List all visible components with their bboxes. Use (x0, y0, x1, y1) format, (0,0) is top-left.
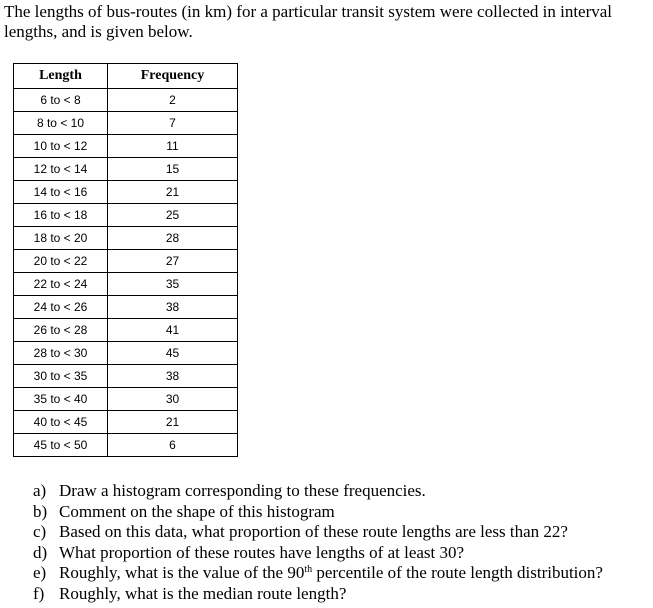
frequency-header: Frequency (108, 64, 238, 89)
frequency-cell: 38 (108, 296, 238, 319)
length-cell: 30 to < 35 (14, 365, 108, 388)
frequency-cell: 21 (108, 181, 238, 204)
frequency-cell: 25 (108, 204, 238, 227)
question-text: Comment on the shape of this histogram (59, 501, 335, 521)
length-cell: 35 to < 40 (14, 388, 108, 411)
table-row (14, 365, 238, 388)
frequency-cell: 21 (108, 411, 238, 434)
frequency-cell: 6 (108, 434, 238, 457)
question-text: Draw a histogram corresponding to these frequencies. (59, 481, 426, 500)
frequency-cell: 35 (108, 273, 238, 296)
question-text: What proportion of these routes have lengths of at least 30? (59, 542, 465, 562)
length-cell: 18 to < 20 (14, 227, 108, 250)
table-row (14, 411, 238, 434)
frequency-table (13, 63, 238, 457)
question-item (33, 522, 603, 543)
table-row (14, 434, 238, 457)
frequency-cell: 27 (108, 250, 238, 273)
question-item (33, 584, 603, 605)
table-row (14, 296, 238, 319)
frequency-cell: 2 (108, 89, 238, 112)
question-letter: e) (33, 563, 47, 582)
length-cell: 28 to < 30 (14, 342, 108, 365)
question-text: Based on this data, what proportion of these route lengths are less than 22? (59, 522, 568, 541)
question-letter: a) (33, 481, 47, 500)
frequency-cell: 7 (108, 112, 238, 135)
question-text (59, 563, 603, 584)
length-header: Length (14, 64, 108, 89)
question-item (33, 502, 603, 523)
length-cell: 6 to < 8 (14, 89, 108, 112)
frequency-cell: 28 (108, 227, 238, 250)
intro-text: The lengths of bus-routes (in km) for a particular transit system were collected in interval lengths, and is given below. (4, 2, 613, 41)
frequency-cell: 41 (108, 319, 238, 342)
length-cell: 10 to < 12 (14, 135, 108, 158)
length-cell: 20 to < 22 (14, 250, 108, 273)
table-row (14, 135, 238, 158)
length-cell: 40 to < 45 (14, 411, 108, 434)
table-row (14, 112, 238, 135)
question-text: Roughly, what is the median route length? (59, 583, 347, 603)
table-row (14, 204, 238, 227)
frequency-cell: 38 (108, 365, 238, 388)
table-row (14, 273, 238, 296)
table-row (14, 342, 238, 365)
length-cell: 22 to < 24 (14, 273, 108, 296)
question-item (33, 481, 603, 502)
question-letter: f) (33, 583, 45, 603)
length-cell: 8 to < 10 (14, 112, 108, 135)
table-row (14, 250, 238, 273)
table-row (14, 388, 238, 411)
table-row (14, 158, 238, 181)
question-letter: b) (33, 501, 48, 521)
length-cell: 45 to < 50 (14, 434, 108, 457)
table-row (14, 181, 238, 204)
length-cell: 24 to < 26 (14, 296, 108, 319)
table-row (14, 89, 238, 112)
superscript-suffix: th (304, 564, 313, 575)
frequency-cell: 15 (108, 158, 238, 181)
length-cell: 12 to < 14 (14, 158, 108, 181)
frequency-cell: 30 (108, 388, 238, 411)
table-row (14, 227, 238, 250)
frequency-cell: 45 (108, 342, 238, 365)
question-item (33, 563, 603, 584)
question-item (33, 543, 603, 564)
table-row (14, 319, 238, 342)
length-cell: 14 to < 16 (14, 181, 108, 204)
table-header-row (14, 64, 238, 89)
question-text-before: Roughly, what is the value of the 90 (59, 563, 305, 582)
question-text-after: percentile of the route length distribution? (312, 563, 603, 582)
question-list (33, 481, 603, 604)
question-letter: d) (33, 542, 48, 562)
question-letter: c) (33, 522, 47, 541)
frequency-cell: 11 (108, 135, 238, 158)
length-cell: 26 to < 28 (14, 319, 108, 342)
length-cell: 16 to < 18 (14, 204, 108, 227)
